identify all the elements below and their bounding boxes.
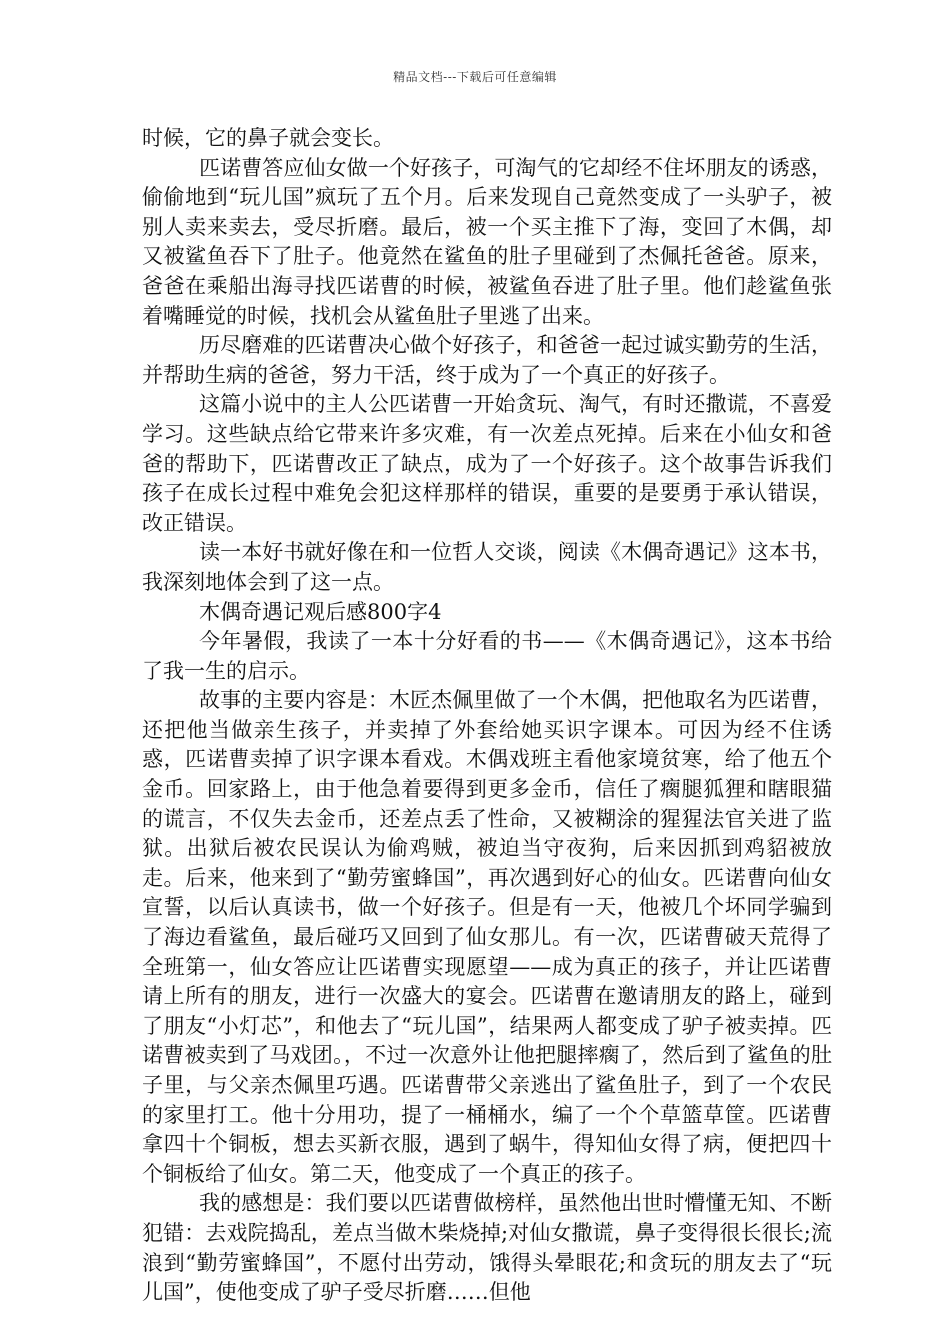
paragraph: 故事的主要内容是：木匠杰佩里做了一个木偶，把他取名为匹诺曹，还把他当做亲生孩子，并卖掉了外套给她买识字课本。可因为经不住诱惑，匹诺曹卖掉了识字课本看戏。木偶戏班主看他家境贫寒，给了他五个金币。回家路上，由于他急着要得到更多金币，信任了瘸腿狐狸和瞎眼猫的谎言，不仅失去金币，还差点丢了性命，又被糊涂的猩猩法官关进了监狱。出狱后被农民误认为偷鸡贼，被迫当守夜狗，后来因抓到鸡貂被放走。后来，他来到了“勤劳蜜蜂国”，再次遇到好心的仙女。匹诺曹向仙女宣誓，以后认真读书，做一个好孩子。但是有一天，他被几个坏同学骗到了海边看鲨鱼，最后碰巧又回到了仙女那儿。有一次，匹诺曹破天荒得了全班第一，仙女答应让匹诺曹实现愿望——成为真正的孩子，并让匹诺曹请上所有的朋友，进行一次盛大的宴会。匹诺曹在邀请朋友的路上，碰到了朋友“小灯芯”，和他去了“玩儿国”，结果两人都变成了驴子被卖掉。匹诺曹被卖到了马戏团。，不过一次意外让他把腿摔瘸了，然后到了鲨鱼的肚子里，与父亲杰佩里巧遇。匹诺曹带父亲逃出了鲨鱼肚子，到了一个农民的家里打工。他十分用功，提了一桶桶水，编了一个个草篮草筐。匹诺曹拿四十个铜板，想去买新衣服，遇到了蜗牛，得知仙女得了病，便把四十个铜板给了仙女。第二天，他变成了一个真正的孩子。 <box>142 688 832 1186</box>
paragraph: 读一本好书就好像在和一位哲人交谈，阅读《木偶奇遇记》这本书，我深刻地体会到了这一点。 <box>142 540 832 594</box>
paragraph: 时候，它的鼻子就会变长。 <box>142 126 394 150</box>
paragraph: 这篇小说中的主人公匹诺曹一开始贪玩、淘气，有时还撒谎，不喜爱学习。这些缺点给它带来许多灾难，有一次差点死掉。后来在小仙女和爸爸的帮助下，匹诺曹改正了缺点，成为了一个好孩子。这个故事告诉我们孩子在成长过程中难免会犯这样那样的错误，重要的是要勇于承认错误，改正错误。 <box>142 392 832 535</box>
paragraph: 我的感想是：我们要以匹诺曹做榜样，虽然他出世时懵懂无知、不断犯错：去戏院捣乱，差点当做木柴烧掉;对仙女撒谎，鼻子变得很长很长;流浪到“勤劳蜜蜂国”，不愿付出劳动，饿得头晕眼花;和贪玩的朋友去了“玩儿国”，使他变成了驴子受尽折磨……但他 <box>142 1191 832 1305</box>
section-title: 木偶奇遇记观后感800字4 <box>199 599 442 624</box>
paragraph: 匹诺曹答应仙女做一个好孩子，可淘气的它却经不住坏朋友的诱惑，偷偷地到“玩儿国”疯玩了五个月。后来发现自己竟然变成了一头驴子，被别人卖来卖去，受尽折磨。最后，被一个买主推下了海，变回了木偶，却又被鲨鱼吞下了肚子。他竟然在鲨鱼的肚子里碰到了杰佩托爸爸。原来，爸爸在乘船出海寻找匹诺曹的时候，被鲨鱼吞进了肚子里。他们趁鲨鱼张着嘴睡觉的时候，找机会从鲨鱼肚子里逃了出来。 <box>142 155 832 328</box>
document-body <box>142 124 832 1308</box>
paragraph: 历尽磨难的匹诺曹决心做个好孩子，和爸爸一起过诚实勤劳的生活，并帮助生病的爸爸，努力干活，终于成为了一个真正的好孩子。 <box>142 333 832 387</box>
page-header: 精品文档---下载后可任意编辑 <box>393 70 557 84</box>
paragraph: 今年暑假，我读了一本十分好看的书——《木偶奇遇记》，这本书给了我一生的启示。 <box>142 629 832 683</box>
